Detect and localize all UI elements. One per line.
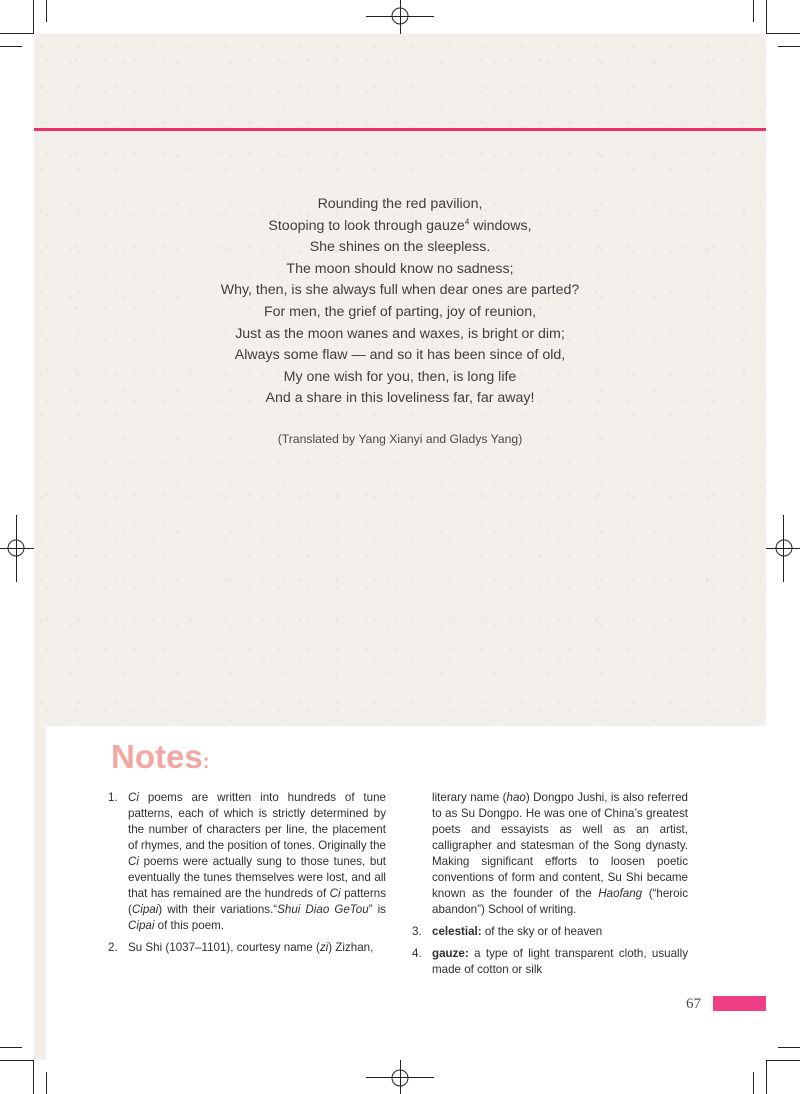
note-text: ) Zizhan,: [328, 941, 374, 954]
note-italic: Shui Diao GeTou: [277, 903, 369, 916]
poem-line: [100, 216, 700, 238]
poem-line: Just as the moon wanes and waxes, is bright or dim;: [235, 325, 565, 342]
note-number: 3.: [412, 925, 422, 938]
note-italic: Ci: [128, 855, 139, 868]
poem-line: Rounding the red pavilion,: [317, 196, 483, 212]
poem-line-text: Stooping to look through gauze: [268, 217, 465, 234]
note-text: of this poem.: [154, 919, 225, 932]
poem-line: For men, the grief of parting, joy of reunion,: [263, 303, 537, 320]
note-text: poems are written into hundreds of tune patterns, each of which is strictly determined by the number of characters per line, the placement of rhymes, and the position of tones. Originally the: [128, 791, 386, 852]
poem-line: Always some flaw — and so it has been since of old,: [234, 347, 566, 364]
note-term: celestial:: [432, 925, 482, 938]
note-4: [412, 946, 688, 978]
note-italic: Ci: [329, 887, 341, 900]
poem-line: The moon should know no sadness;: [286, 260, 514, 277]
poem-line: She shines on the sleepless.: [309, 239, 491, 256]
poem-line: Why, then, is she always full when dear ones are parted?: [220, 282, 580, 299]
note-2-continued: [412, 790, 688, 918]
note-italic: zi: [319, 941, 329, 954]
footnote-ref: 4: [464, 216, 470, 226]
poem-line: And a share in this loveliness far, far away!: [265, 390, 535, 407]
note-italic: Haofang: [598, 887, 643, 900]
notes-heading-text: Notes: [111, 738, 203, 775]
note-text: ” is: [368, 903, 386, 916]
poem: [100, 194, 700, 410]
note-text: literary name (: [432, 791, 507, 804]
note-text: (“heroic abandon”) School of writing.: [432, 887, 688, 916]
note-term: gauze:: [432, 947, 469, 960]
note-italic: Ci: [128, 791, 139, 804]
note-italic: Cipai: [128, 919, 155, 932]
note-definition: of the sky or of heaven: [481, 925, 603, 938]
note-definition: a type of light transparent cloth, usually made of cotton or silk: [432, 947, 688, 976]
note-text: ) Dongpo Jushi, is also referred to as Su Dongpo. He was one of China’s greatest poets and essayists as well as an artist, calligrapher and statesman of the Song dynasty. Making significant efforts to loosen poetic conventions of form and content, Su Shi became known as the founder of the: [432, 791, 688, 900]
note-text: poems were actually sung to those tunes, but eventually the tunes themselves were lost, and all that has remained are the hundreds of: [128, 855, 386, 900]
note-2: [108, 940, 386, 956]
note-text: Su Shi (1037–1101), courtesy name (: [128, 941, 320, 954]
translation-credit: (Translated by Yang Xianyi and Gladys Yang): [277, 432, 523, 446]
note-number: 4.: [412, 947, 422, 960]
note-1: [108, 790, 386, 934]
note-number: 1.: [108, 791, 118, 804]
notes-column-left: [108, 790, 386, 962]
notes-column-right: [412, 790, 688, 984]
note-text: patterns (: [128, 887, 386, 916]
note-number: 2.: [108, 941, 118, 954]
notes-heading: [111, 738, 209, 776]
note-italic: Cipai: [131, 903, 159, 916]
page-tab: [713, 996, 766, 1011]
notes-heading-colon: :: [202, 751, 210, 773]
page-number: 67: [686, 996, 701, 1012]
poem-line: My one wish for you, then, is long life: [283, 368, 517, 385]
note-3: [412, 924, 688, 940]
note-text: ) with their variations.“: [158, 903, 278, 916]
poem-line-tail: windows,: [469, 217, 532, 234]
note-italic: hao: [506, 791, 526, 804]
